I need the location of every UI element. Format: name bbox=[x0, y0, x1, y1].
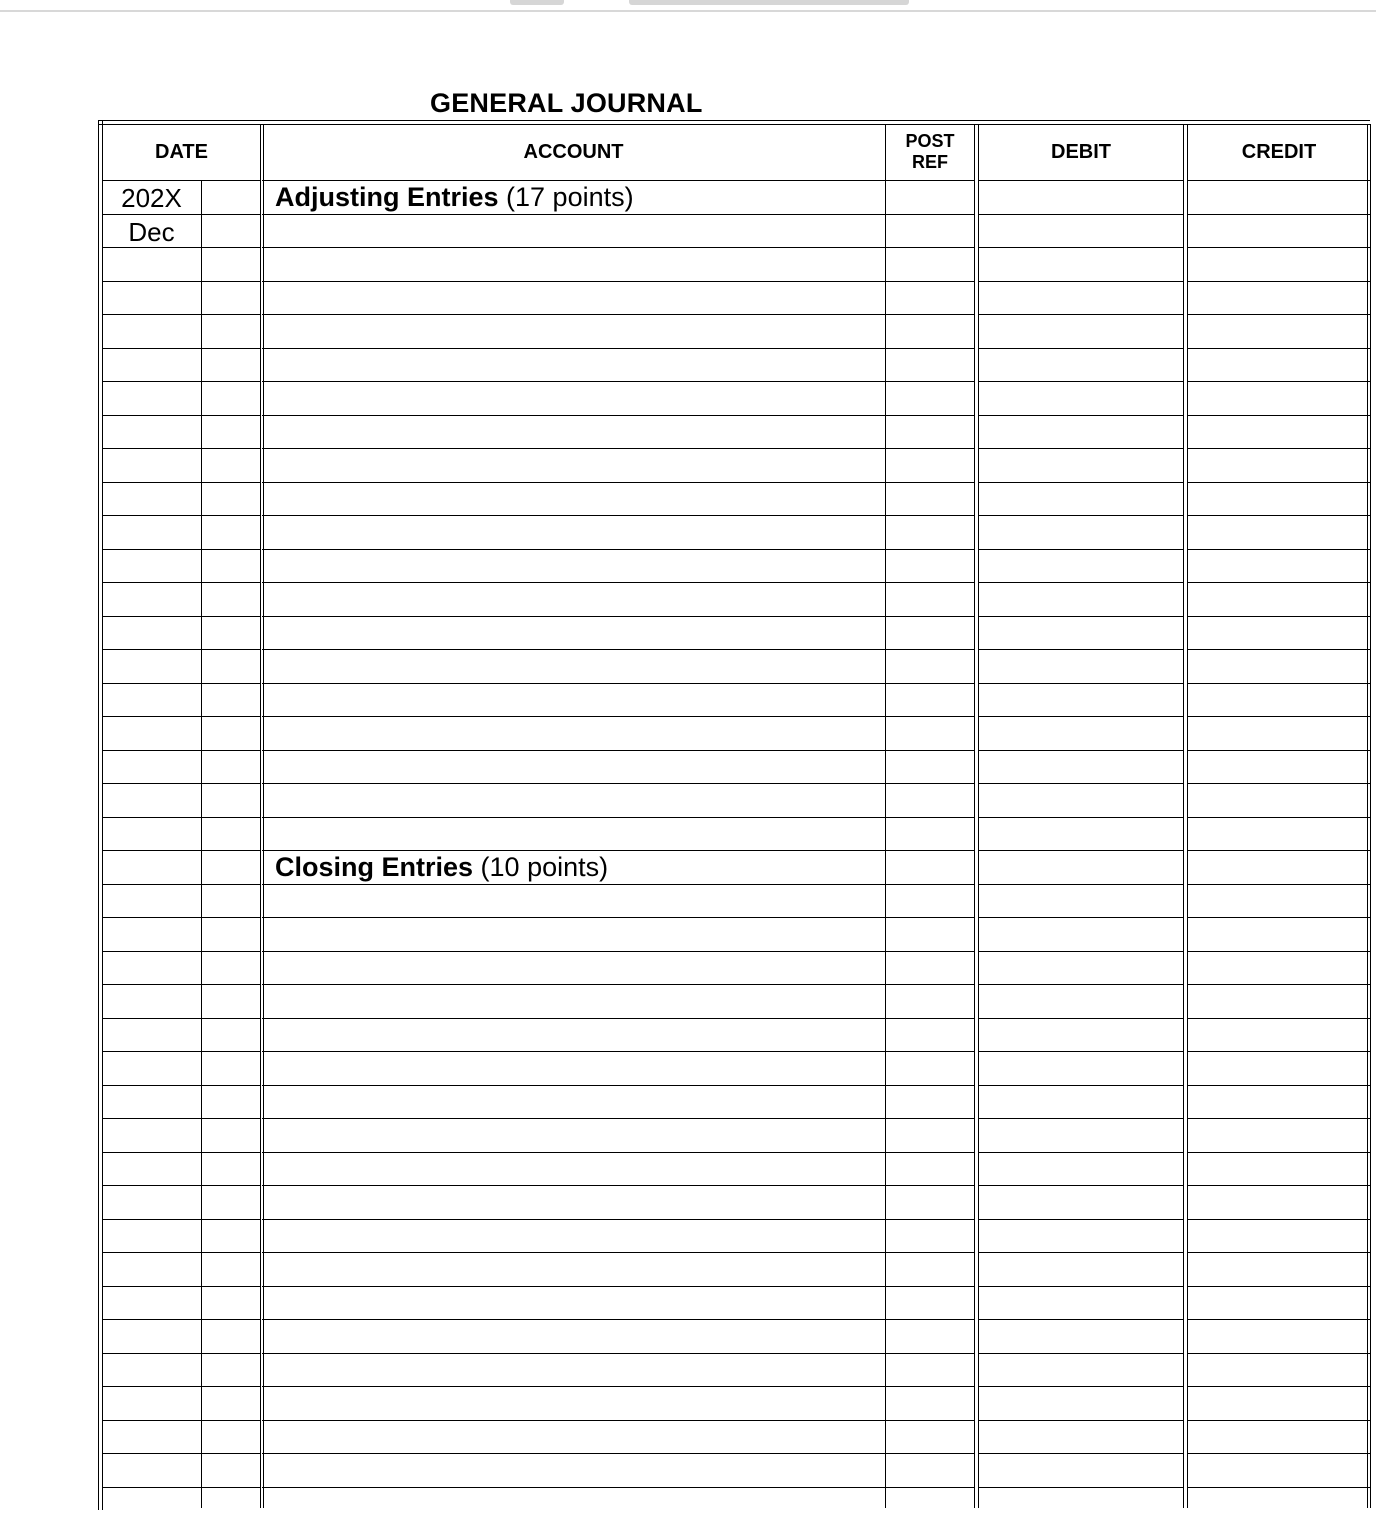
account-cell[interactable] bbox=[262, 550, 885, 584]
date-cell[interactable] bbox=[102, 751, 261, 785]
debit-cell[interactable] bbox=[979, 516, 1183, 550]
credit-cell[interactable] bbox=[1188, 985, 1370, 1019]
account-cell[interactable] bbox=[262, 985, 885, 1019]
credit-cell[interactable] bbox=[1188, 215, 1370, 249]
credit-cell[interactable] bbox=[1188, 349, 1370, 383]
date-cell[interactable] bbox=[102, 952, 261, 986]
post-ref-header-line2: REF bbox=[911, 152, 948, 172]
debit-cell[interactable] bbox=[979, 1387, 1183, 1421]
date-cell[interactable] bbox=[102, 1220, 261, 1254]
account-cell[interactable] bbox=[262, 1119, 885, 1153]
account-cell[interactable] bbox=[262, 215, 885, 249]
account-cell[interactable] bbox=[262, 1320, 885, 1354]
date-cell[interactable] bbox=[102, 315, 261, 349]
post-ref-cell[interactable] bbox=[886, 784, 974, 818]
debit-column bbox=[979, 124, 1183, 1508]
account-cell[interactable] bbox=[262, 449, 885, 483]
debit-cell[interactable] bbox=[979, 650, 1183, 684]
account-cell[interactable] bbox=[262, 918, 885, 952]
account-cell[interactable] bbox=[262, 583, 885, 617]
post-ref-cell[interactable] bbox=[886, 416, 974, 450]
credit-cell[interactable] bbox=[1188, 583, 1370, 617]
credit-cell[interactable] bbox=[1188, 1320, 1370, 1354]
date-cell[interactable] bbox=[102, 885, 261, 919]
post-ref-cell[interactable] bbox=[886, 1052, 974, 1086]
date-cell[interactable] bbox=[102, 1153, 261, 1187]
date-cell[interactable] bbox=[102, 181, 261, 215]
account-cell[interactable] bbox=[262, 1421, 885, 1455]
post-ref-cell[interactable] bbox=[886, 349, 974, 383]
post-ref-cell[interactable] bbox=[886, 516, 974, 550]
post-ref-cell[interactable] bbox=[886, 282, 974, 316]
post-ref-cell[interactable] bbox=[886, 1320, 974, 1354]
date-cell[interactable] bbox=[102, 918, 261, 952]
post-ref-cell[interactable] bbox=[886, 818, 974, 852]
debit-cell[interactable] bbox=[979, 1052, 1183, 1086]
account-cell[interactable] bbox=[262, 483, 885, 517]
credit-cell[interactable] bbox=[1188, 684, 1370, 718]
account-cell[interactable] bbox=[262, 717, 885, 751]
debit-cell[interactable] bbox=[979, 1287, 1183, 1321]
debit-cell[interactable] bbox=[979, 1119, 1183, 1153]
debit-cell[interactable] bbox=[979, 483, 1183, 517]
date-cell[interactable] bbox=[102, 1421, 261, 1455]
date-cell[interactable] bbox=[102, 483, 261, 517]
journal-table bbox=[102, 124, 1370, 1508]
date-cell[interactable] bbox=[102, 583, 261, 617]
date-cell[interactable] bbox=[102, 215, 261, 249]
account-cell[interactable] bbox=[262, 952, 885, 986]
debit-cell[interactable] bbox=[979, 717, 1183, 751]
post-ref-cell[interactable] bbox=[886, 1253, 974, 1287]
debit-cell[interactable] bbox=[979, 684, 1183, 718]
date-cell[interactable] bbox=[102, 382, 261, 416]
account-cell[interactable] bbox=[262, 1253, 885, 1287]
post-ref-cell[interactable] bbox=[886, 215, 974, 249]
postref-debit-rule-b bbox=[978, 124, 979, 1508]
post-ref-cell[interactable] bbox=[886, 248, 974, 282]
credit-cell[interactable] bbox=[1188, 851, 1370, 885]
debit-cell[interactable] bbox=[979, 282, 1183, 316]
post-ref-cell[interactable] bbox=[886, 985, 974, 1019]
credit-cell[interactable] bbox=[1188, 1387, 1370, 1421]
credit-cell[interactable] bbox=[1188, 1287, 1370, 1321]
date-cell[interactable] bbox=[102, 248, 261, 282]
debit-cell[interactable] bbox=[979, 583, 1183, 617]
account-cell[interactable] bbox=[262, 1387, 885, 1421]
account-cell[interactable] bbox=[262, 1287, 885, 1321]
account-cell[interactable] bbox=[262, 1220, 885, 1254]
browser-scroll-indicator[interactable] bbox=[629, 0, 909, 5]
right-rule-a bbox=[1367, 124, 1368, 1508]
post-ref-cell[interactable] bbox=[886, 851, 974, 885]
credit-cell[interactable] bbox=[1188, 282, 1370, 316]
debit-cell[interactable] bbox=[979, 349, 1183, 383]
post-ref-cell[interactable] bbox=[886, 382, 974, 416]
credit-cell[interactable] bbox=[1188, 449, 1370, 483]
date-cell[interactable] bbox=[102, 784, 261, 818]
post-ref-cell[interactable] bbox=[886, 1119, 974, 1153]
credit-cell[interactable] bbox=[1188, 1253, 1370, 1287]
debit-cell[interactable] bbox=[979, 382, 1183, 416]
adjusting-entries-heading-points: (17 points) bbox=[506, 182, 634, 212]
date-cell[interactable] bbox=[102, 851, 261, 885]
date-cell[interactable] bbox=[102, 717, 261, 751]
post-ref-cell[interactable] bbox=[886, 1421, 974, 1455]
credit-cell[interactable] bbox=[1188, 483, 1370, 517]
credit-cell[interactable] bbox=[1188, 1421, 1370, 1455]
date-cell[interactable] bbox=[102, 1052, 261, 1086]
post-ref-cell[interactable] bbox=[886, 885, 974, 919]
account-cell[interactable] bbox=[262, 1086, 885, 1120]
credit-column bbox=[1188, 124, 1370, 1508]
account-cell[interactable] bbox=[262, 617, 885, 651]
date-cell[interactable] bbox=[102, 650, 261, 684]
credit-cell[interactable] bbox=[1188, 1220, 1370, 1254]
right-rule-b bbox=[1370, 124, 1371, 1508]
date-cell[interactable] bbox=[102, 1019, 261, 1053]
debit-cell[interactable] bbox=[979, 315, 1183, 349]
post-ref-cell[interactable] bbox=[886, 650, 974, 684]
debit-cell[interactable] bbox=[979, 1019, 1183, 1053]
post-ref-cell[interactable] bbox=[886, 751, 974, 785]
date-year: 202X bbox=[121, 183, 182, 213]
date-cell[interactable] bbox=[102, 416, 261, 450]
post-ref-column bbox=[886, 124, 974, 1508]
credit-cell[interactable] bbox=[1188, 416, 1370, 450]
credit-cell[interactable] bbox=[1188, 1354, 1370, 1388]
credit-cell[interactable] bbox=[1188, 818, 1370, 852]
date-subcolumn-rule bbox=[201, 181, 202, 1508]
debit-cell[interactable] bbox=[979, 550, 1183, 584]
debit-cell[interactable] bbox=[979, 181, 1183, 215]
post-ref-cell[interactable] bbox=[886, 717, 974, 751]
post-ref-cell[interactable] bbox=[886, 315, 974, 349]
post-ref-cell[interactable] bbox=[886, 952, 974, 986]
account-cell[interactable] bbox=[262, 1153, 885, 1187]
post-ref-cell[interactable] bbox=[886, 1153, 974, 1187]
credit-cell[interactable] bbox=[1188, 550, 1370, 584]
post-ref-cell[interactable] bbox=[886, 1019, 974, 1053]
date-account-rule-a bbox=[260, 124, 261, 1508]
date-cell[interactable] bbox=[102, 1253, 261, 1287]
closing-entries-heading bbox=[275, 852, 608, 883]
account-cell[interactable] bbox=[262, 751, 885, 785]
account-cell[interactable] bbox=[262, 684, 885, 718]
credit-cell[interactable] bbox=[1188, 717, 1370, 751]
account-cell[interactable] bbox=[262, 416, 885, 450]
post-ref-cell[interactable] bbox=[886, 583, 974, 617]
account-cell[interactable] bbox=[262, 248, 885, 282]
date-cell[interactable] bbox=[102, 1354, 261, 1388]
adjusting-entries-heading bbox=[275, 182, 634, 213]
post-ref-cell[interactable] bbox=[886, 684, 974, 718]
date-account-rule-b bbox=[263, 124, 264, 1508]
account-cell[interactable] bbox=[262, 349, 885, 383]
debit-cell[interactable] bbox=[979, 918, 1183, 952]
post-ref-cell[interactable] bbox=[886, 181, 974, 215]
credit-cell[interactable] bbox=[1188, 1186, 1370, 1220]
post-ref-cell[interactable] bbox=[886, 483, 974, 517]
credit-cell[interactable] bbox=[1188, 1086, 1370, 1120]
account-cell[interactable] bbox=[262, 282, 885, 316]
account-cell[interactable] bbox=[262, 818, 885, 852]
credit-cell[interactable] bbox=[1188, 181, 1370, 215]
credit-cell[interactable] bbox=[1188, 751, 1370, 785]
post-ref-cell[interactable] bbox=[886, 550, 974, 584]
debit-credit-rule-a bbox=[1183, 124, 1184, 1508]
date-cell[interactable] bbox=[102, 550, 261, 584]
account-cell[interactable] bbox=[262, 885, 885, 919]
debit-cell[interactable] bbox=[979, 1421, 1183, 1455]
account-postref-rule bbox=[885, 124, 886, 1508]
postref-debit-rule-a bbox=[974, 124, 975, 1508]
post-ref-header bbox=[886, 124, 974, 181]
debit-cell[interactable] bbox=[979, 416, 1183, 450]
date-cell[interactable] bbox=[102, 449, 261, 483]
account-cell[interactable] bbox=[262, 1354, 885, 1388]
credit-cell[interactable] bbox=[1188, 516, 1370, 550]
account-cell[interactable] bbox=[262, 650, 885, 684]
post-ref-cell[interactable] bbox=[886, 1287, 974, 1321]
account-column bbox=[262, 124, 885, 1508]
post-ref-cell[interactable] bbox=[886, 1387, 974, 1421]
date-column bbox=[102, 124, 261, 1508]
post-ref-cell[interactable] bbox=[886, 1186, 974, 1220]
debit-cell[interactable] bbox=[979, 784, 1183, 818]
date-month: Dec bbox=[128, 216, 175, 247]
credit-cell[interactable] bbox=[1188, 1019, 1370, 1053]
debit-cell[interactable] bbox=[979, 818, 1183, 852]
post-ref-cell[interactable] bbox=[886, 918, 974, 952]
date-header: DATE bbox=[102, 124, 261, 181]
post-ref-cell[interactable] bbox=[886, 617, 974, 651]
account-header: ACCOUNT bbox=[262, 124, 885, 181]
date-cell[interactable] bbox=[102, 1086, 261, 1120]
debit-cell[interactable] bbox=[979, 1186, 1183, 1220]
credit-cell[interactable] bbox=[1188, 918, 1370, 952]
credit-cell[interactable] bbox=[1188, 1153, 1370, 1187]
credit-cell[interactable] bbox=[1188, 650, 1370, 684]
debit-cell[interactable] bbox=[979, 885, 1183, 919]
debit-cell[interactable] bbox=[979, 751, 1183, 785]
closing-entries-heading-label: Closing Entries bbox=[275, 852, 474, 882]
debit-cell[interactable] bbox=[979, 985, 1183, 1019]
date-cell[interactable] bbox=[102, 1387, 261, 1421]
date-cell[interactable] bbox=[102, 985, 261, 1019]
post-ref-cell[interactable] bbox=[886, 1354, 974, 1388]
browser-tab-indicator[interactable] bbox=[510, 0, 564, 5]
debit-cell[interactable] bbox=[979, 851, 1183, 885]
account-cell[interactable] bbox=[262, 382, 885, 416]
debit-cell[interactable] bbox=[979, 1253, 1183, 1287]
page-title: GENERAL JOURNAL bbox=[430, 88, 703, 118]
credit-cell[interactable] bbox=[1188, 1052, 1370, 1086]
debit-cell[interactable] bbox=[979, 1320, 1183, 1354]
date-cell[interactable] bbox=[102, 282, 261, 316]
account-cell[interactable] bbox=[262, 181, 885, 215]
date-cell[interactable] bbox=[102, 516, 261, 550]
credit-cell[interactable] bbox=[1188, 382, 1370, 416]
date-cell[interactable] bbox=[102, 349, 261, 383]
post-ref-cell[interactable] bbox=[886, 449, 974, 483]
account-cell[interactable] bbox=[262, 1454, 885, 1488]
account-cell[interactable] bbox=[262, 851, 885, 885]
credit-cell[interactable] bbox=[1188, 885, 1370, 919]
post-ref-cell[interactable] bbox=[886, 1086, 974, 1120]
account-cell[interactable] bbox=[262, 784, 885, 818]
debit-cell[interactable] bbox=[979, 248, 1183, 282]
date-cell[interactable] bbox=[102, 1287, 261, 1321]
credit-cell[interactable] bbox=[1188, 952, 1370, 986]
debit-cell[interactable] bbox=[979, 617, 1183, 651]
debit-cell[interactable] bbox=[979, 1220, 1183, 1254]
date-cell[interactable] bbox=[102, 1186, 261, 1220]
debit-cell[interactable] bbox=[979, 1354, 1183, 1388]
date-cell[interactable] bbox=[102, 818, 261, 852]
account-cell[interactable] bbox=[262, 1019, 885, 1053]
date-cell[interactable] bbox=[102, 1119, 261, 1153]
account-cell[interactable] bbox=[262, 516, 885, 550]
credit-cell[interactable] bbox=[1188, 617, 1370, 651]
credit-cell[interactable] bbox=[1188, 248, 1370, 282]
debit-cell[interactable] bbox=[979, 449, 1183, 483]
browser-top-bar bbox=[0, 0, 1376, 12]
adjusting-entries-heading-label: Adjusting Entries bbox=[275, 182, 499, 212]
account-cell[interactable] bbox=[262, 315, 885, 349]
post-ref-cell[interactable] bbox=[886, 1220, 974, 1254]
date-cell[interactable] bbox=[102, 1320, 261, 1354]
credit-cell[interactable] bbox=[1188, 1119, 1370, 1153]
debit-cell[interactable] bbox=[979, 1153, 1183, 1187]
post-ref-header-line1: POST bbox=[905, 131, 955, 151]
account-cell[interactable] bbox=[262, 1186, 885, 1220]
account-cell[interactable] bbox=[262, 1052, 885, 1086]
debit-header: DEBIT bbox=[979, 124, 1183, 181]
debit-cell[interactable] bbox=[979, 1086, 1183, 1120]
credit-cell[interactable] bbox=[1188, 784, 1370, 818]
date-cell[interactable] bbox=[102, 1454, 261, 1488]
credit-cell[interactable] bbox=[1188, 1454, 1370, 1488]
debit-cell[interactable] bbox=[979, 1454, 1183, 1488]
closing-entries-heading-points: (10 points) bbox=[480, 852, 609, 882]
debit-credit-rule-b bbox=[1187, 124, 1188, 1508]
date-cell[interactable] bbox=[102, 617, 261, 651]
credit-cell[interactable] bbox=[1188, 315, 1370, 349]
credit-header: CREDIT bbox=[1188, 124, 1370, 181]
post-ref-cell[interactable] bbox=[886, 1454, 974, 1488]
date-cell[interactable] bbox=[102, 684, 261, 718]
debit-cell[interactable] bbox=[979, 952, 1183, 986]
debit-cell[interactable] bbox=[979, 215, 1183, 249]
